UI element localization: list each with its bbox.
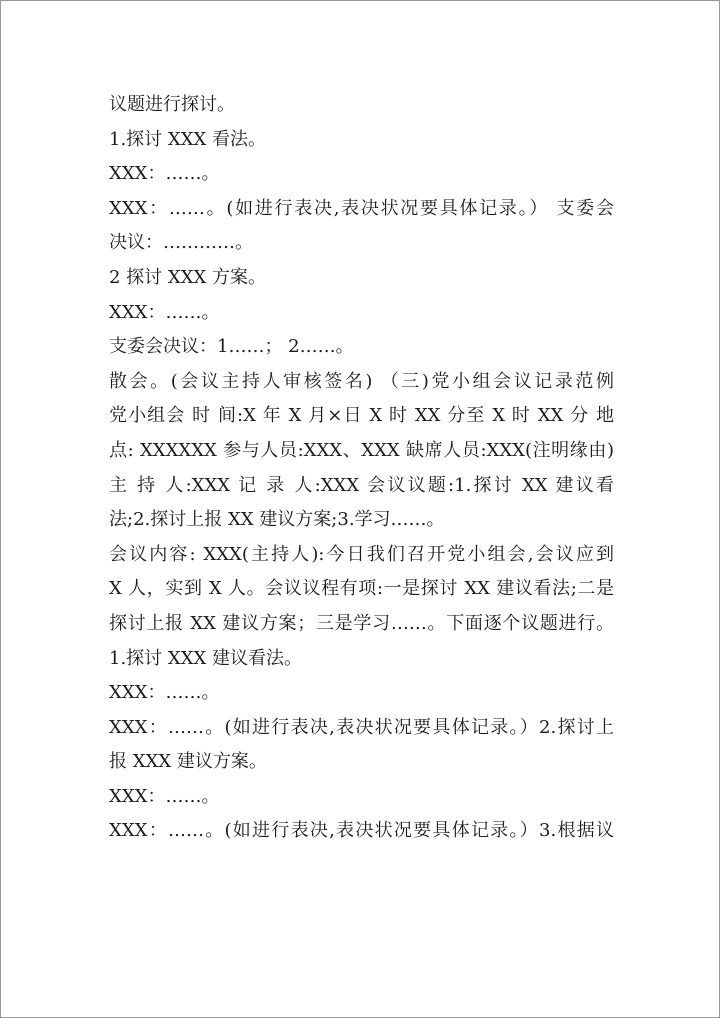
text-line: XXX：……。 — [109, 163, 220, 185]
text-line: XXX：……。 — [109, 682, 220, 704]
text-line: XXX：……。(如进行表决,表决状况要具体记录。） 支委会 — [109, 197, 614, 219]
text-line: 1.探讨 XXX 建议看法。 — [109, 647, 303, 669]
text-line: 1.探讨 XXX 看法。 — [109, 128, 267, 150]
text-line: XXX：……。(如进行表决,表决状况要具体记录。）2.探讨上 — [109, 716, 614, 738]
text-line: XXX：……。 — [109, 785, 220, 807]
text-line: 议题进行探讨。 — [109, 94, 235, 115]
text-line: 决议：…………。 — [109, 232, 253, 254]
document-body — [109, 88, 614, 849]
text-line: X 人，实到 X 人。会议议程有项:一是探讨 XX 建议看法;二是 — [109, 578, 614, 600]
text-line: 报 XXX 建议方案。 — [109, 751, 267, 773]
text-line: 法;2.探讨上报 XX 建议方案;3.学习……。 — [109, 509, 445, 531]
text-line: 点: XXXXXX 参与人员:XXX、XXX 缺席人员:XXX(注明缘由) — [109, 439, 614, 461]
text-line: 探讨上报 XX 建议方案；三是学习……。下面逐个议题进行。 — [109, 612, 614, 634]
text-line: 2 探讨 XXX 方案。 — [109, 266, 267, 288]
text-line: 支委会决议：1……； 2……。 — [109, 336, 354, 358]
text-line: 会议内容: XXX(主持人):今日我们召开党小组会,会议应到 — [109, 543, 614, 565]
text-line: XXX：……。 — [109, 301, 220, 323]
text-line: 主 持 人:XXX 记 录 人:XXX 会议议题:1.探讨 XX 建议看 — [109, 474, 614, 496]
text-line: 散会。(会议主持人审核签名) （三)党小组会议记录范例 — [109, 370, 614, 392]
text-line: 党小组会 时 间:X 年 X 月×日 X 时 XX 分至 X 时 XX 分 地 — [109, 405, 614, 427]
text-line: XXX：……。(如进行表决,表决状况要具体记录。）3.根据议 — [109, 820, 614, 842]
